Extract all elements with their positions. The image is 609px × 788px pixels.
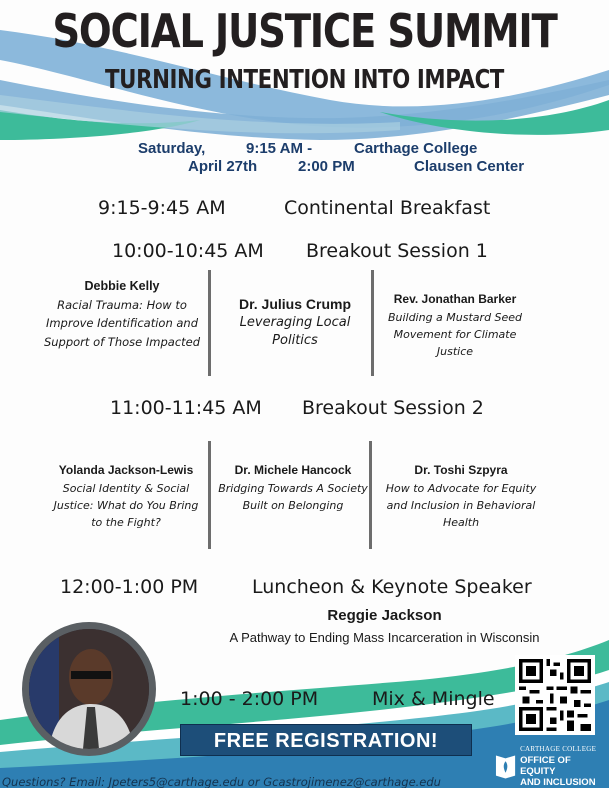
office-equity-inclusion-logo xyxy=(495,745,605,788)
schedule-title: Continental Breakfast xyxy=(284,197,491,219)
summit-subtitle: TURNING INTENTION INTO IMPACT xyxy=(105,65,504,95)
session-card xyxy=(48,461,204,531)
logo-line-3: AND INCLUSION xyxy=(520,777,596,788)
keynote-topic: A Pathway to Ending Mass Incarceration in Wisconsin xyxy=(229,630,540,645)
session-card xyxy=(380,290,530,360)
schedule-time: 11:00-11:45 AM xyxy=(110,397,262,419)
contact-questions: Questions? Email: Jpeters5@carthage.edu or Gcastrojimenez@carthage.edu xyxy=(2,775,441,788)
free-registration-button[interactable]: FREE REGISTRATION! xyxy=(180,724,472,756)
column-divider xyxy=(208,441,211,549)
session-topic: Building a Mustard Seed Movement for Climate Justice xyxy=(387,310,523,358)
keynote-speaker: Reggie Jackson xyxy=(327,607,442,624)
time-line-2: 2:00 PM xyxy=(298,158,355,175)
logo-line-1: CARTHAGE COLLEGE xyxy=(520,745,597,753)
logo-line-2: OFFICE OF EQUITY xyxy=(520,755,571,777)
schedule-title: Mix & Mingle xyxy=(372,688,495,710)
session-topic: Bridging Towards A Society Built on Belonging xyxy=(218,481,368,512)
book-flame-icon xyxy=(495,752,516,780)
speaker-name: Dr. Julius Crump xyxy=(238,296,352,312)
qr-code-icon xyxy=(519,659,591,731)
session-topic: Social Identity & Social Justice: What do You Bring to the Fight? xyxy=(53,481,199,529)
column-divider xyxy=(371,270,374,376)
location-line-1: Carthage College xyxy=(354,140,478,157)
schedule-title: Luncheon & Keynote Speaker xyxy=(252,576,532,598)
speaker-name: Rev. Jonathan Barker xyxy=(393,292,517,306)
schedule-row-mix-mingle xyxy=(180,688,495,710)
session-topic: How to Advocate for Equity and Inclusion in Behavioral Health xyxy=(385,481,537,529)
column-divider xyxy=(208,270,211,376)
keynote-speaker-photo xyxy=(22,622,156,756)
logo-text xyxy=(520,744,605,788)
schedule-row-breakout-2 xyxy=(110,397,484,419)
schedule-time: 12:00-1:00 PM xyxy=(60,576,199,598)
session-card xyxy=(220,295,370,351)
speaker-name: Dr. Toshi Szpyra xyxy=(414,463,508,477)
schedule-row-breakout-1 xyxy=(112,240,488,262)
event-location xyxy=(354,140,524,176)
registration-qr-code[interactable] xyxy=(515,655,595,735)
session-card xyxy=(40,277,204,351)
person-portrait-icon xyxy=(29,629,149,749)
schedule-title: Breakout Session 2 xyxy=(302,397,484,419)
column-divider xyxy=(369,441,372,549)
speaker-name: Dr. Michele Hancock xyxy=(234,463,352,477)
location-line-2: Clausen Center xyxy=(414,158,525,175)
session-topic: Leveraging Local Politics xyxy=(239,314,351,348)
schedule-time: 9:15-9:45 AM xyxy=(98,197,226,219)
session-card xyxy=(218,461,368,514)
schedule-title: Breakout Session 1 xyxy=(306,240,488,262)
date-line-2: April 27th xyxy=(188,158,258,175)
schedule-time: 1:00 - 2:00 PM xyxy=(180,688,319,710)
schedule-row-luncheon xyxy=(60,576,532,598)
session-topic: Racial Trauma: How to Improve Identification and Support of Those Impacted xyxy=(43,297,201,349)
time-line-1: 9:15 AM - xyxy=(246,140,313,157)
event-date xyxy=(138,140,257,176)
session-card xyxy=(384,461,538,531)
schedule-row-breakfast xyxy=(98,197,490,219)
summit-title: SOCIAL JUSTICE SUMMIT xyxy=(52,4,557,58)
event-time xyxy=(246,140,355,176)
speaker-name: Yolanda Jackson-Lewis xyxy=(58,463,194,477)
schedule-time: 10:00-10:45 AM xyxy=(112,240,264,262)
date-line-1: Saturday, xyxy=(138,140,206,157)
speaker-name: Debbie Kelly xyxy=(84,279,160,293)
